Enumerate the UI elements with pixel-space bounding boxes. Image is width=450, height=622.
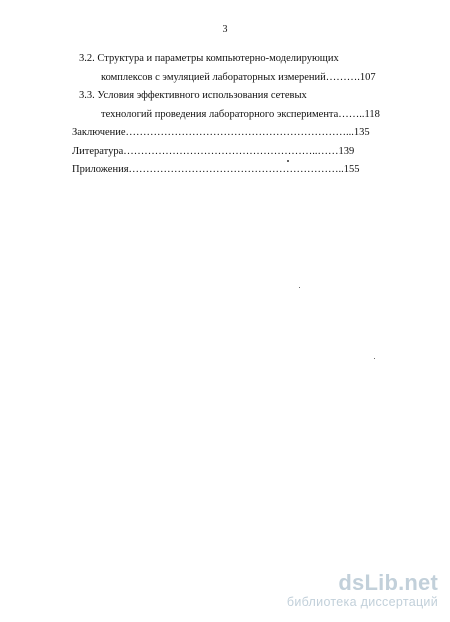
watermark-subtitle: библиотека диссертаций xyxy=(286,595,438,609)
scan-speck xyxy=(299,287,300,288)
scan-speck xyxy=(287,160,289,162)
toc-entry-3-2-continuation: комплексов с эмуляцией лабораторных измерений……….107 xyxy=(101,72,376,83)
toc-entry-conclusion: Заключение………………………………………………………...135 xyxy=(72,127,370,138)
page-number: 3 xyxy=(222,24,228,35)
toc-entry-3-3-continuation: технологий проведения лабораторного эксперимента……..118 xyxy=(101,109,380,120)
watermark xyxy=(287,571,438,610)
toc-entry-literature: Литература………………………………………………..……139 xyxy=(72,146,355,157)
scan-speck xyxy=(374,358,375,359)
toc-entry-3-2-title: 3.2. Структура и параметры компьютерно-моделирующих xyxy=(79,53,339,64)
watermark-logo: dsLib.net xyxy=(338,570,438,595)
toc-entry-3-3-title: 3.3. Условия эффективного использования сетевых xyxy=(79,90,307,101)
toc-entry-appendices: Приложения……………………………………………………..155 xyxy=(72,164,360,175)
